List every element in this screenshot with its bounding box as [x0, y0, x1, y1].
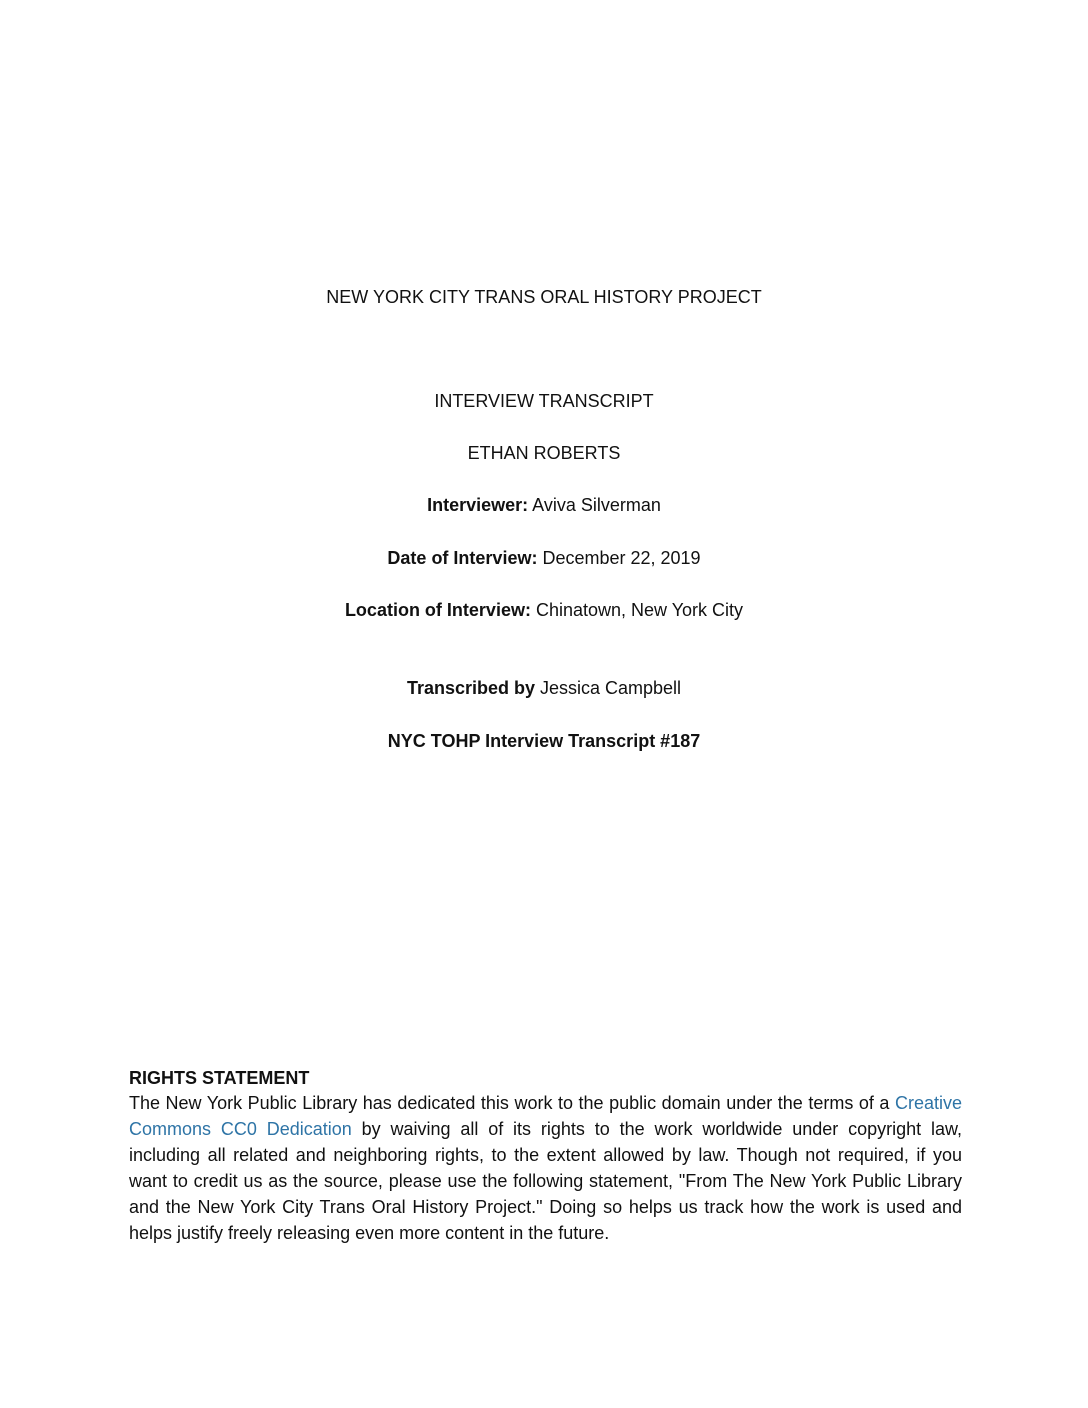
transcriber-line — [0, 676, 1088, 700]
interview-location-line — [0, 598, 1088, 622]
interviewer-value: Aviva Silverman — [528, 495, 661, 515]
narrator-name: ETHAN ROBERTS — [467, 443, 621, 463]
rights-statement — [129, 1066, 962, 1246]
interview-date-label: Date of Interview: — [387, 548, 538, 568]
interviewer-line — [0, 493, 1088, 517]
rights-body — [129, 1090, 962, 1246]
rights-text-before-link: The New York Public Library has dedicated this work to the public domain under the terms of a — [129, 1093, 895, 1113]
interview-date-value: December 22, 2019 — [537, 548, 701, 568]
rights-heading: RIGHTS STATEMENT — [129, 1068, 310, 1088]
project-title: NEW YORK CITY TRANS ORAL HISTORY PROJECT — [326, 287, 762, 307]
interview-location-label: Location of Interview: — [344, 600, 531, 620]
transcriber-label: Transcribed by — [406, 678, 535, 698]
interview-date-line — [0, 546, 1088, 570]
transcriber-value: Jessica Campbell — [535, 678, 682, 698]
rights-text-after-link: by waiving all of its rights to the work worldwide under copyright law, including all related and neighboring rights, to the extent allowed by law. Though not required, if you want to credit us as the source, please use the following statement, "From The New York Public Library and the New York City Trans Oral History Project." Doing so helps us track how the work is used and helps justify freely releasing even more content in the future. — [129, 1119, 962, 1243]
cc0-dedication-link[interactable]: Creative Commons CC0 Dedication — [129, 1093, 962, 1139]
interviewer-label: Interviewer: — [427, 495, 529, 515]
document-type: INTERVIEW TRANSCRIPT — [434, 391, 654, 411]
transcript-number: NYC TOHP Interview Transcript #187 — [387, 731, 701, 751]
interview-location-value: Chinatown, New York City — [530, 600, 744, 620]
